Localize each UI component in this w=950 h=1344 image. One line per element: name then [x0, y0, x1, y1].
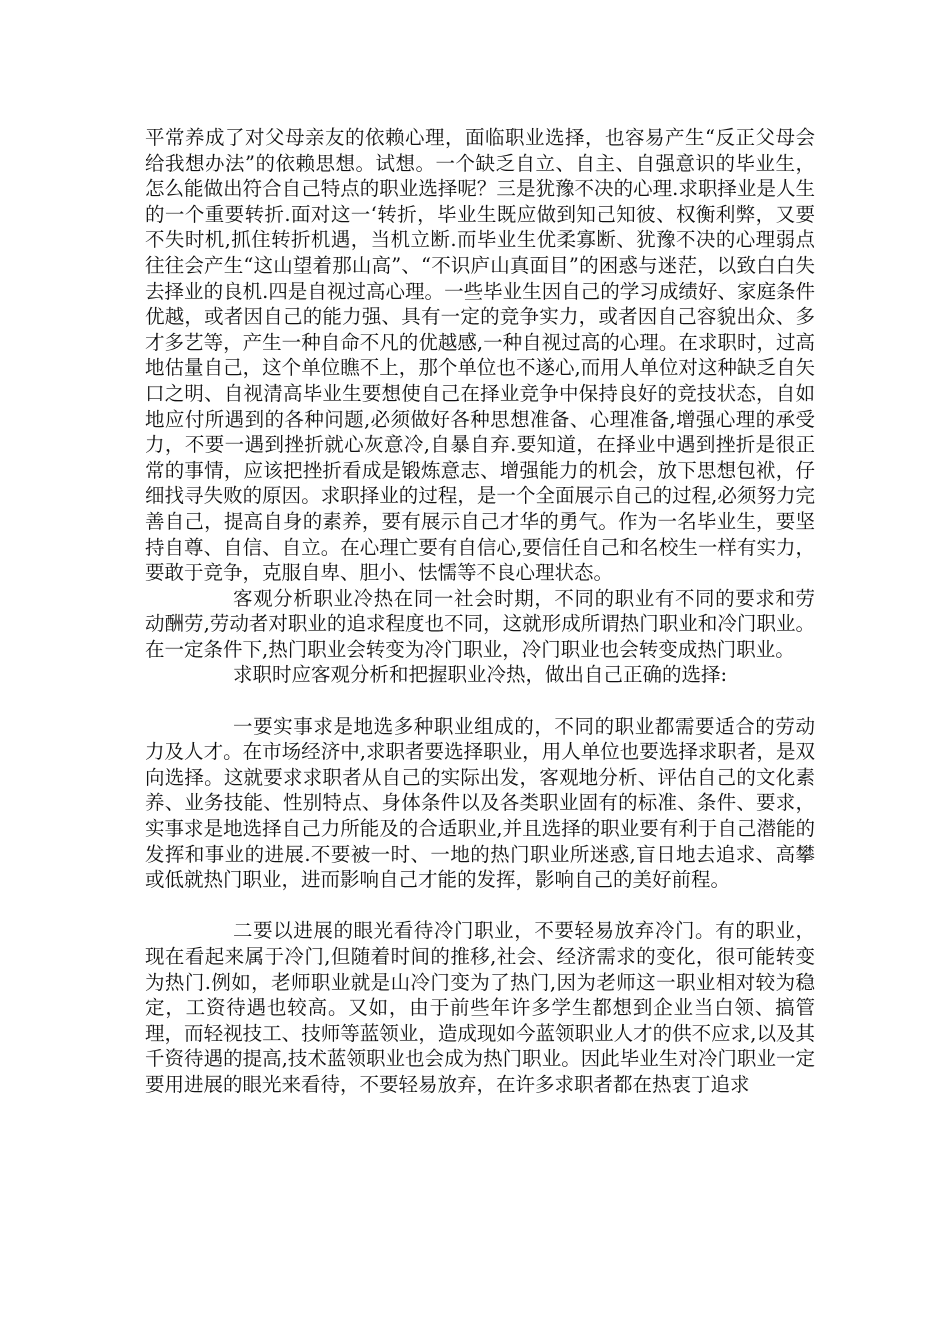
paragraph-analysis-intro: 求职时应客观分析和把握职业冷热，做出自己正确的选择:: [233, 663, 728, 687]
paragraph-psychology: 平常养成了对父母亲友的依赖心理，面临职业选择，也容易产生“反正父母会给我想办法”的依赖思想。试想。一个缺乏自立、自主、自强意识的毕业生，怎么能做出符合自己特点的职业选择呢？三是犹豫不决的心理.求职择业是人生的一个重要转折.面对这一‘转折，毕业生既应做到知己知彼、权衡利弊，又要不失时机,抓住转折机遇，当机立断.而毕业生优柔寡断、犹豫不决的心理弱点往往会产生“这山望着那山高”、“不识庐山真面目”的困惑与迷茫，以致白白失去择业的良机.四是自视过高心理。一些毕业生因自己的学习成绩好、家庭条件优越，或者因自己的能力强、具有一定的竞争实力，或者因自己容貌出众、多才多艺等，产生一种自命不凡的优越感,一种自视过高的心理。在求职时，过高地估量自己，这个单位瞧不上，那个单位也不遂心,而用人单位对这种缺乏自矢口之明、自视清高毕业生要想使自己在择业竞争中保持良好的竞技状态，自如地应付所遇到的各种问题,必须做好各种思想准备、心理准备,增强心理的承受力，不要一遇到挫折就心灰意冷,自暴自弃.要知道，在择业中遇到挫折是很正常的事情，应该把挫折看成是锻炼意志、增强能力的机会，放下思想包袱，仔细找寻失败的原因。求职择业的过程，是一个全面展示自己的过程,必须努力完善自己，提高自身的素养，要有展示自己才华的勇气。作为一名毕业生，要坚持自尊、自信、自立。在心理亡要有自信心,要信任自己和名校生一样有实力，要敢于竞争，克服自卑、胆小、怯懦等不良心理状态。: [145, 126, 815, 585]
body-text: [145, 125, 815, 1098]
paragraph-point-one: 一要实事求是地选多种职业组成的，不同的职业都需要适合的劳动力及人才。在市场经济中,求职者要选择职业，用人单位也要选择求职者，是双向选择。这就要求求职者从自己的实际出发，客观地分析、评估自己的文化素养、业务技能、性别特点、身体条件以及各类职业固有的标准、条件、要求，实事求是地选择自己力所能及的合适职业,并且选择的职业要有利于自己潜能的发挥和事业的进展.不要被一时、一地的热门职业所迷惑,盲日地去追求、高攀或低就热门职业，进而影响自己才能的发挥，影响自己的美好前程。: [145, 714, 815, 892]
paragraph-job-temperature: 客观分析职业冷热在同一社会时期，不同的职业有不同的要求和劳动酬劳,劳动者对职业的追求程度也不同，这就形成所谓热门职业和冷门职业。在一定条件下,热门职业会转变为冷门职业，冷门职业也会转变成热门职业。: [145, 586, 815, 661]
paragraph-point-two: 二要以进展的眼光看待冷门职业，不要轻易放弃冷门。有的职业，现在看起来属于冷门,但随着时间的推移,社会、经济需求的变化，很可能转变为热门.例如，老师职业就是山冷门变为了热门,因为老师这一职业相对较为稳定，工资待遇也较高。又如，由于前些年许多学生都想到企业当白领、搞管理，而轻视技工、技师等蓝领业，造成现如今蓝领职业人才的供不应求,以及其千资待遇的提高,技术蓝领职业也会成为热门职业。因此毕业生对冷门职业一定要用进展的眼光来看待，不要轻易放弃，在许多求职者都在热衷丁追求: [145, 919, 815, 1096]
